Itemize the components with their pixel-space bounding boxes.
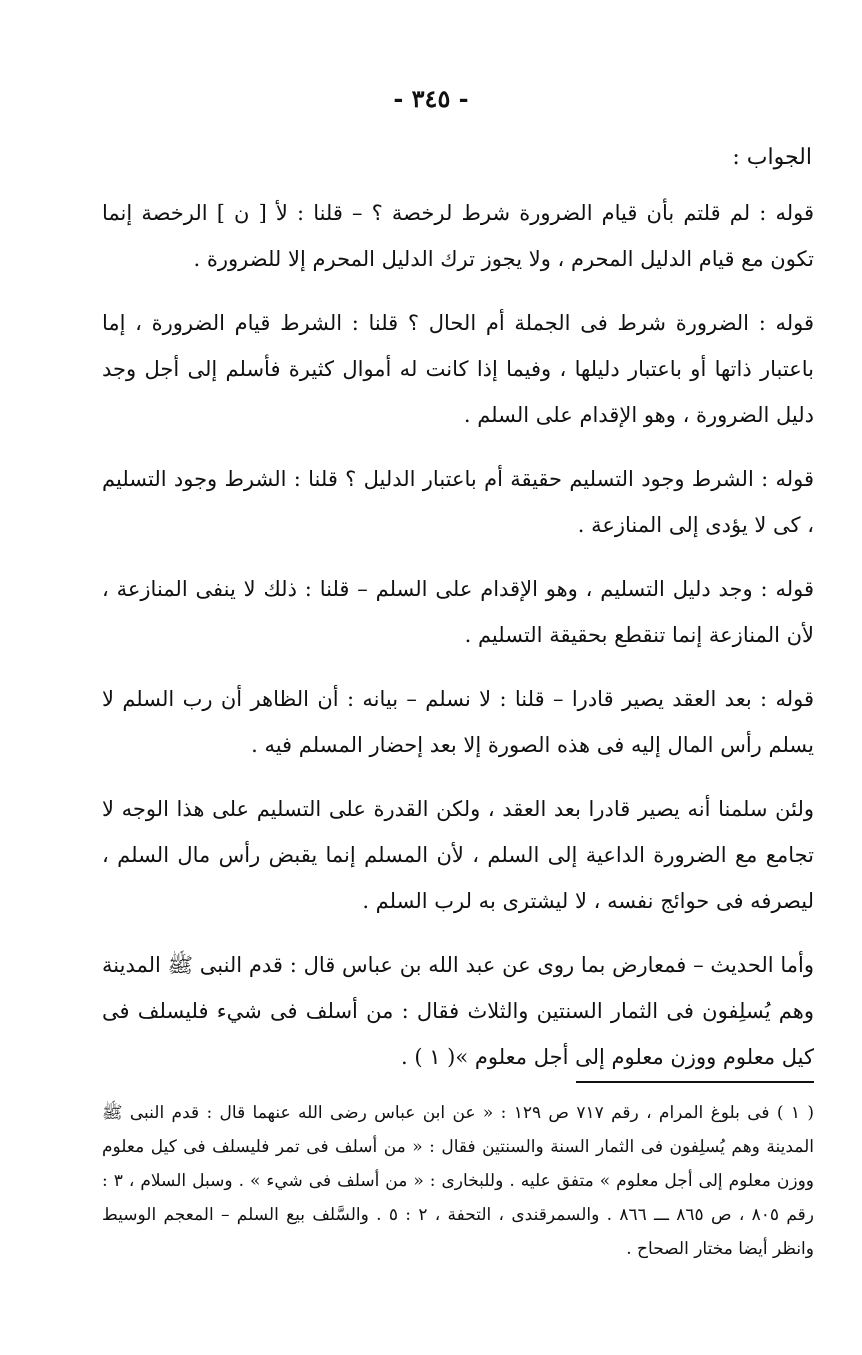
paragraph: قوله : الضرورة شرط فى الجملة أم الحال ؟ قلنا : الشرط قيام الضرورة ، إما باعتبار ذاتها أو باعتبار دليلها ، وفيما إذا كانت له أموال كثيرة فأسلم إلى أجل وجد دليل الضرورة ، وهو الإقدام على السلم . bbox=[102, 311, 814, 427]
footnote-divider bbox=[576, 1081, 814, 1083]
paragraph: قوله : لم قلتم بأن قيام الضرورة شرط لرخصة ؟ – قلنا : لأ [ ن ] الرخصة إنما تكون مع قيام الدليل المحرم ، ولا يجوز ترك الدليل المحرم إلا للضرورة . bbox=[102, 201, 814, 271]
section-heading: الجواب : bbox=[732, 145, 812, 170]
footnote: ( ١ ) فى بلوغ المرام ، رقم ٧١٧ ص ١٢٩ : « عن ابن عباس رضى الله عنهما قال : قدم النبى ﷺ المدينة وهم يُسلِفون فى الثمار السنة والسنتين فقال : « من أسلف فى تمر فليسلف فى كيل معلوم ووزن معلوم إلى أجل معلوم » متفق عليه . وللبخارى : « من أسلف فى شيء » . وسبل السلام ، ٣ : رقم ٨٠٥ ، ص ٨٦٥ ـــ ٨٦٦ . والسمرقندى ، التحفة ، ٢ : ٥ . والسَّلف بيع السلم – المعجم الوسيط وانظر أيضا مختار الصحاح . bbox=[102, 1103, 814, 1259]
paragraph: وأما الحديث – فمعارض بما روى عن عبد الله بن عباس قال : قدم النبى ﷺ المدينة وهم يُسلِفون فى الثمار السنتين والثلاث فقال : من أسلف فى شيء فليسلف فى كيل معلوم ووزن معلوم إلى أجل معلوم »( ١ ) . bbox=[102, 953, 814, 1069]
body-text bbox=[102, 190, 814, 1098]
page-number: - ٣٤٥ - bbox=[393, 84, 469, 113]
paragraph: قوله : بعد العقد يصير قادرا – قلنا : لا نسلم – بيانه : أن الظاهر أن رب السلم لا يسلم رأس المال إليه فى هذه الصورة إلا بعد إحضار المسلم فيه . bbox=[102, 687, 814, 757]
paragraph: ولئن سلمنا أنه يصير قادرا بعد العقد ، ولكن القدرة على التسليم على هذا الوجه لا تجامع مع الضرورة الداعية إلى السلم ، لأن المسلم إنما يقبض رأس مال السلم ، ليصرفه فى حوائج نفسه ، لا ليشترى به لرب السلم . bbox=[102, 797, 814, 913]
paragraph: قوله : وجد دليل التسليم ، وهو الإقدام على السلم – قلنا : ذلك لا ينفى المنازعة ، لأن المنازعة إنما تنقطع بحقيقة التسليم . bbox=[102, 577, 814, 647]
paragraph: قوله : الشرط وجود التسليم حقيقة أم باعتبار الدليل ؟ قلنا : الشرط وجود التسليم ، كى لا يؤدى إلى المنازعة . bbox=[102, 467, 814, 537]
